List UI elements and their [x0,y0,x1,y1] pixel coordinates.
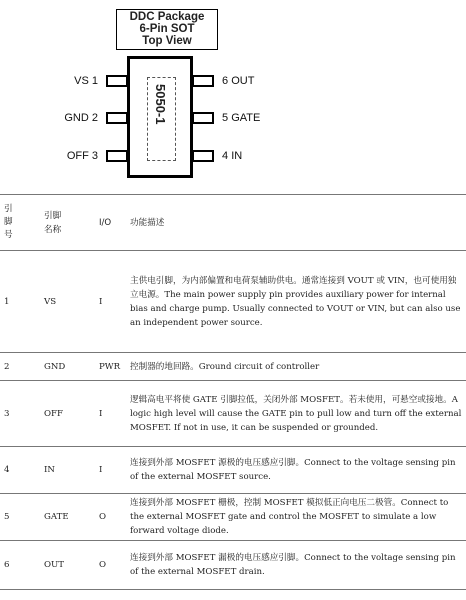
package-diagram [0,0,466,190]
header-pin-name [40,195,95,251]
cell-io: I [95,381,126,447]
cell-io: I [95,447,126,494]
cell-io: O [95,541,126,590]
cell-pin-name: OFF [40,381,95,447]
pin-3-lead [106,150,128,162]
pin-name: OUT [231,75,255,87]
chip-marking-box [147,77,176,161]
cell-description: 连接到外部 MOSFET 栅极，控制 MOSFET 模拟低正向电压二极管。Connect to the external MOSFET gate and control the MOSFET to simulate a low forward voltage diode. [126,494,466,541]
table-row [0,447,466,494]
cell-description: 逻辑高电平将使 GATE 引脚拉低，关闭外部 MOSFET。若未使用，可悬空或接地。A logic high level will cause the GATE pin to pull low and turn off the external MOSFET. If not in use, it can be suspended or grounded. [126,381,466,447]
pin-label-right [222,112,260,124]
pin-5-lead [192,112,214,124]
pin-1-lead [106,75,128,87]
cell-description: 连接到外部 MOSFET 源极的电压感应引脚。Connect to the voltage sensing pin of the external MOSFET source. [126,447,466,494]
pin-label-right [222,75,254,87]
package-title-line: 6-Pin SOT [139,23,195,35]
cell-description: 主供电引脚，为内部偏置和电荷泵辅助供电。通常连接到 VOUT 或 VIN，也可使用独立电源。The main power supply pin provides auxiliary power for internal bias and charge pump. Usually connected to VOUT or VIN, but can also use an independent power source. [126,251,466,353]
header-text: 号 [4,230,13,240]
pin-name: GATE [231,112,261,124]
pin-number: 3 [91,150,98,162]
header-text: 脚 [4,217,13,227]
pin-4-lead [192,150,214,162]
cell-pin-name: IN [40,447,95,494]
cell-io: O [95,494,126,541]
pin-name: OFF [66,150,89,162]
cell-pin-name: VS [40,251,95,353]
cell-pin-number: 4 [0,447,40,494]
table-header-row [0,195,466,251]
header-description: 功能描述 [126,195,466,251]
cell-pin-number: 1 [0,251,40,353]
pin-number: 4 [222,150,229,162]
table-row [0,251,466,353]
cell-pin-name: OUT [40,541,95,590]
cell-pin-number: 3 [0,381,40,447]
cell-pin-number: 6 [0,541,40,590]
header-pin-number [0,195,40,251]
table-row [0,353,466,381]
pin-name: IN [231,150,243,162]
pin-label-left [48,75,98,87]
package-title-line: DDC Package [129,11,205,23]
cell-pin-name: GND [40,353,95,381]
pin-label-left [48,150,98,162]
chip-body [127,56,193,178]
header-text: 引脚 [44,210,62,221]
header-text: 引 [4,204,13,214]
chip-marking: 5050-1 [153,84,168,125]
pin-description-table [0,194,466,590]
header-io: I/O [95,195,126,251]
cell-description: 控制器的地回路。Ground circuit of controller [126,353,466,381]
pin-number: 2 [91,112,98,124]
pin-number: 6 [222,75,229,87]
header-text: 名称 [44,224,62,235]
package-title [116,9,218,50]
pin-name: GND [64,112,89,124]
cell-io: I [95,251,126,353]
pin-label-left [48,112,98,124]
cell-pin-number: 2 [0,353,40,381]
pin-6-lead [192,75,214,87]
table-row [0,381,466,447]
pin-label-right [222,150,242,162]
pin-2-lead [106,112,128,124]
cell-io: PWR [95,353,126,381]
cell-pin-name: GATE [40,494,95,541]
cell-description: 连接到外部 MOSFET 漏极的电压感应引脚。Connect to the voltage sensing pin of the external MOSFET drain. [126,541,466,590]
table-row [0,494,466,541]
pin-number: 1 [91,75,98,87]
pin-name: VS [74,75,89,87]
pin-number: 5 [222,112,229,124]
package-title-line: Top View [142,35,192,47]
cell-pin-number: 5 [0,494,40,541]
table-row [0,541,466,590]
